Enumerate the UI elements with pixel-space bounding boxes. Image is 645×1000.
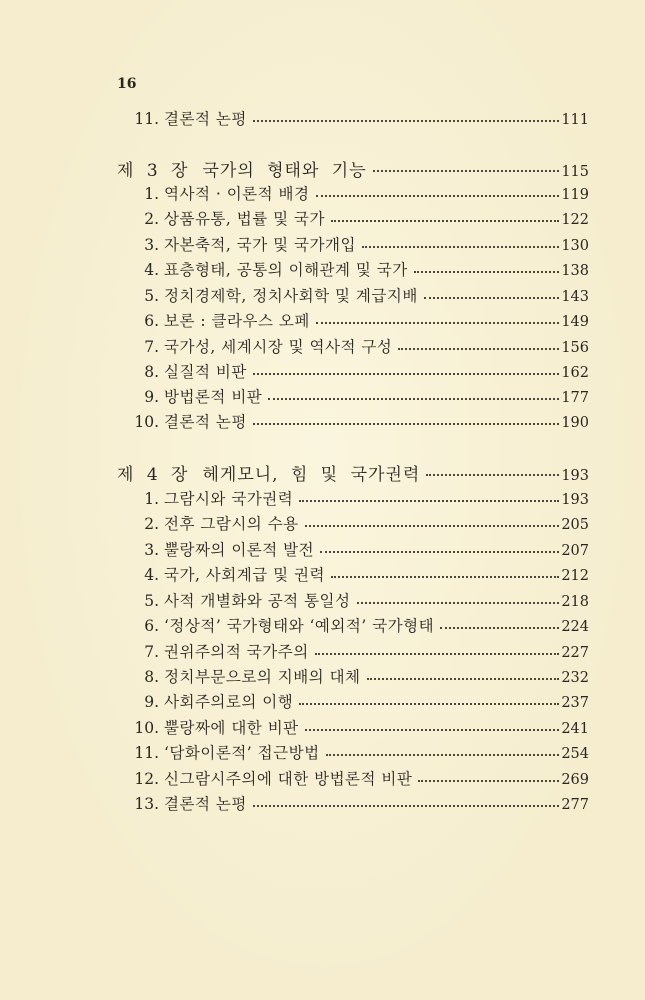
toc-entry: [117, 640, 589, 662]
toc-entry: [117, 258, 589, 280]
dot-leader: [253, 373, 560, 375]
entry-title: 신그람시주의에 대한 방법론적 비판: [164, 770, 413, 788]
entry-title: 자본축적, 국가 및 국가개입: [164, 236, 356, 254]
toc-entry: [117, 487, 589, 509]
toc-entry: [117, 716, 589, 738]
entry-number: 3.: [144, 236, 159, 254]
entry-number: 7.: [144, 643, 159, 661]
entry-page: 149: [561, 314, 589, 330]
dot-leader: [316, 322, 560, 324]
chapter-number: 제 4 장: [117, 465, 189, 485]
dot-leader: [299, 703, 559, 705]
entry-page: 254: [561, 746, 589, 762]
toc-chapter-heading: [117, 156, 589, 180]
dot-leader: [418, 780, 559, 782]
entry-number: 9.: [144, 388, 159, 406]
toc-entry: [117, 563, 589, 585]
toc-entry: [117, 385, 589, 407]
toc-entry: [117, 233, 589, 255]
entry-page: 162: [561, 365, 589, 381]
entry-number: 5.: [144, 287, 159, 305]
entry-page: 205: [561, 517, 589, 533]
dot-leader: [414, 271, 560, 273]
dot-leader: [326, 754, 560, 756]
dot-leader: [426, 474, 559, 476]
entry-number: 3.: [144, 541, 159, 559]
dot-leader: [253, 120, 560, 122]
entry-title: 방법론적 비판: [164, 388, 263, 406]
chapter-title: 헤게모니, 힘 및 국가권력: [202, 465, 421, 485]
entry-title: 표층형태, 공통의 이해관계 및 국가: [164, 261, 408, 279]
toc-entry: [117, 284, 589, 306]
entry-number: 5.: [144, 592, 159, 610]
toc-entry: [117, 690, 589, 712]
toc-entry: [117, 360, 589, 382]
entry-title: 국가성, 세계시장 및 역사적 구성: [164, 338, 393, 356]
entry-number: 6.: [144, 617, 159, 635]
dot-leader: [305, 525, 560, 527]
entry-page: 237: [561, 695, 589, 711]
chapter-title: 국가의 형태와 기능: [202, 161, 367, 181]
toc-entry: [117, 309, 589, 331]
entry-number: 11.: [134, 744, 159, 762]
toc-entry: [117, 614, 589, 636]
entry-title: 전후 그람시의 수용: [164, 515, 299, 533]
entry-title: 실질적 비판: [164, 363, 247, 381]
entry-title: 사회주의로의 이행: [164, 693, 294, 711]
entry-number: 6.: [144, 312, 159, 330]
entry-number: 2.: [144, 210, 159, 228]
entry-page: 224: [561, 619, 589, 635]
toc-entry: [117, 512, 589, 534]
chapter-number: 제 3 장: [117, 161, 189, 181]
entry-title: 뿔랑짜의 이론적 발전: [164, 541, 315, 559]
toc-entry: [117, 107, 589, 129]
entry-title: ‘담화이론적’ 접근방법: [164, 744, 320, 762]
entry-title: ‘정상적’ 국가형태와 ‘예외적’ 국가형태: [164, 617, 435, 635]
dot-leader: [268, 398, 559, 400]
entry-number: 11.: [134, 110, 159, 128]
entry-title: 사적 개별화와 공적 통일성: [164, 592, 351, 610]
page-number: 16: [117, 76, 137, 92]
dot-leader: [398, 348, 559, 350]
entry-title: 정치경제학, 정치사회학 및 계급지배: [164, 287, 418, 305]
toc-entry: [117, 792, 589, 814]
entry-number: 7.: [144, 338, 159, 356]
entry-title: 결론적 논평: [164, 110, 247, 128]
dot-leader: [331, 220, 559, 222]
entry-title: 상품유통, 법률 및 국가: [164, 210, 325, 228]
entry-page: 138: [561, 263, 589, 279]
dot-leader: [373, 170, 560, 172]
entry-page: 130: [561, 238, 589, 254]
toc-entry: [117, 589, 589, 611]
entry-page: 193: [561, 492, 589, 508]
dot-leader: [362, 246, 559, 248]
dot-leader: [320, 551, 559, 553]
dot-leader: [357, 602, 560, 604]
entry-page: 190: [561, 415, 589, 431]
entry-title: 국가, 사회계급 및 권력: [164, 566, 325, 584]
toc-entry: [117, 335, 589, 357]
entry-title: 그람시와 국가권력: [164, 490, 294, 508]
entry-title: 보론 : 클라우스 오페: [164, 312, 310, 330]
entry-page: 156: [561, 340, 589, 356]
entry-number: 2.: [144, 515, 159, 533]
entry-page: 269: [561, 772, 589, 788]
dot-leader: [253, 423, 560, 425]
entry-number: 10.: [134, 719, 159, 737]
toc-entry: [117, 741, 589, 763]
entry-title: 권위주의적 국가주의: [164, 643, 309, 661]
entry-title: 결론적 논평: [164, 795, 247, 813]
toc-entry: [117, 207, 589, 229]
toc-entry: [117, 767, 589, 789]
entry-page: 111: [561, 112, 589, 128]
entry-title: 뿔랑짜에 대한 비판: [164, 719, 299, 737]
entry-page: 207: [561, 543, 589, 559]
dot-leader: [315, 653, 560, 655]
entry-page: 218: [561, 594, 589, 610]
entry-number: 10.: [134, 413, 159, 431]
entry-page: 177: [561, 390, 589, 406]
dot-leader: [316, 195, 560, 197]
toc-entry: [117, 410, 589, 432]
dot-leader: [424, 297, 560, 299]
entry-number: 1.: [144, 490, 159, 508]
entry-title: 결론적 논평: [164, 413, 247, 431]
dot-leader: [253, 805, 560, 807]
entry-page: 241: [561, 721, 589, 737]
entry-title: 역사적 · 이론적 배경: [164, 185, 310, 203]
entry-page: 227: [561, 645, 589, 661]
toc-chapter-heading: [117, 460, 589, 484]
entry-page: 122: [561, 212, 589, 228]
entry-page: 212: [561, 568, 589, 584]
dot-leader: [331, 576, 559, 578]
entry-title: 정치부문으로의 지배의 대체: [164, 668, 361, 686]
dot-leader: [305, 729, 560, 731]
entry-number: 8.: [144, 363, 159, 381]
dot-leader: [299, 500, 559, 502]
toc-entry: [117, 182, 589, 204]
entry-page: 119: [561, 187, 589, 203]
entry-number: 1.: [144, 185, 159, 203]
dot-leader: [440, 627, 559, 629]
entry-number: 12.: [134, 770, 159, 788]
entry-number: 8.: [144, 668, 159, 686]
dot-leader: [367, 678, 560, 680]
entry-page: 277: [561, 797, 589, 813]
entry-number: 4.: [144, 566, 159, 584]
entry-page: 143: [561, 289, 589, 305]
entry-number: 4.: [144, 261, 159, 279]
chapter-page: 115: [561, 164, 589, 180]
chapter-page: 193: [561, 468, 589, 484]
entry-number: 9.: [144, 693, 159, 711]
entry-number: 13.: [134, 795, 159, 813]
entry-page: 232: [561, 670, 589, 686]
toc-entry: [117, 665, 589, 687]
toc-entry: [117, 538, 589, 560]
